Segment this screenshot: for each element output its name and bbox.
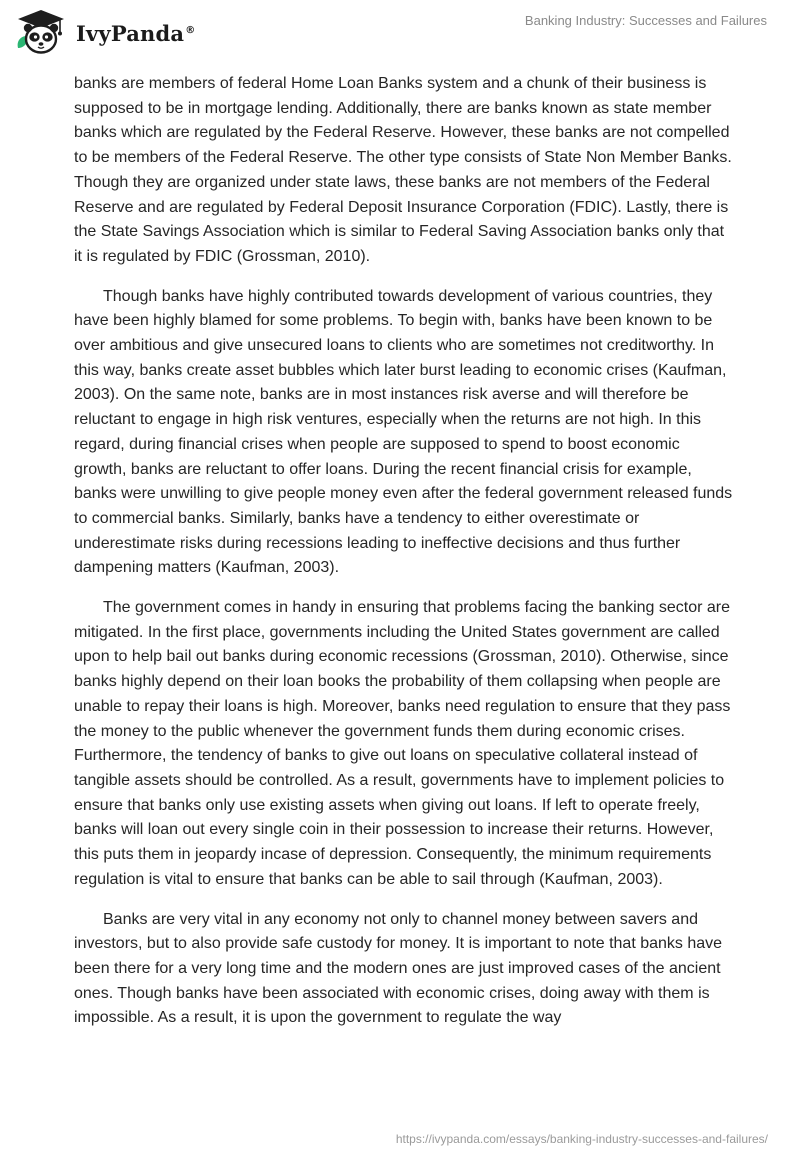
paragraph-4: Banks are very vital in any economy not only to channel money between savers and investors, but to also provide safe custody for money. It is important to note that banks have been there for a very long time and the modern ones are just improved cases of the ancient ones. Though banks have been associated with economic crises, doing away with them is impossible. As a result, it is upon the government to regulate the way <box>74 910 723 1027</box>
ivypanda-logo[interactable] <box>14 8 195 56</box>
essay-body <box>74 72 734 1046</box>
panda-graduate-icon <box>14 8 68 56</box>
paragraph-3: The government comes in handy in ensuring that problems facing the banking sector are mitigated. In the first place, governments including the United States government are called upon to help bail out banks during economic recessions (Grossman, 2010). Otherwise, since banks highly depend on their loan books the probability of them collapsing when people are unable to repay their loans is high. Moreover, banks need regulation to ensure that they pass the money to the public whenever the government funds them during economic crises. Furthermore, the tendency of banks to give out loans on speculative collateral instead of tangible assets should be controlled. As a result, governments have to implement policies to ensure that banks only use existing assets when giving out loans. If left to operate freely, banks will loan out every single coin in their possession to increase their returns. However, this puts them in jeopardy incase of depression. Consequently, the minimum requirements regulation is vital to ensure that banks can be able to sail through (Kaufman, 2003). <box>74 599 731 888</box>
registered-mark: ® <box>185 24 196 36</box>
document-title: Banking Industry: Successes and Failures <box>524 13 767 28</box>
paragraph-2: Though banks have highly contributed towards development of various countries, they have been highly blamed for some problems. To begin with, banks have been known to be over ambitious and give unsecured loans to clients who are sometimes not creditworthy. In this way, banks create asset bubbles which later burst leading to economic crises (Kaufman, 2003). On the same note, banks are in most instances risk averse and will therefore be reluctant to engage in high risk ventures, especially when the returns are not high. In this regard, during financial crises when people are supposed to spend to boost economic growth, banks are reluctant to offer loans. During the recent financial crisis for example, banks were unwilling to give people money even after the federal government released funds to commercial banks. Similarly, banks have a tendency to either overestimate or underestimate risks during recessions leading to ineffective decisions and thus further dampening matters (Kaufman, 2003). <box>74 287 733 577</box>
source-url[interactable]: https://ivypanda.com/essays/banking-industry-successes-and-failures/ <box>395 1132 768 1146</box>
paragraph-1: banks are members of federal Home Loan Banks system and a chunk of their business is supposed to be in mortgage lending. Additionally, there are banks known as state member banks which are regulated by the Federal Reserve. However, these banks are not compelled to be members of the Federal Reserve. The other type consists of State Non Member Banks. Though they are organized under state laws, these banks are not members of the Federal Reserve and are regulated by Federal Deposit Insurance Corporation (FDIC). Lastly, there is the State Savings Association which is similar to Federal Saving Association banks only that it is regulated by FDIC (Grossman, 2010). <box>74 75 732 265</box>
brand-name: IvyPanda® <box>76 20 196 46</box>
page-header <box>0 0 800 62</box>
